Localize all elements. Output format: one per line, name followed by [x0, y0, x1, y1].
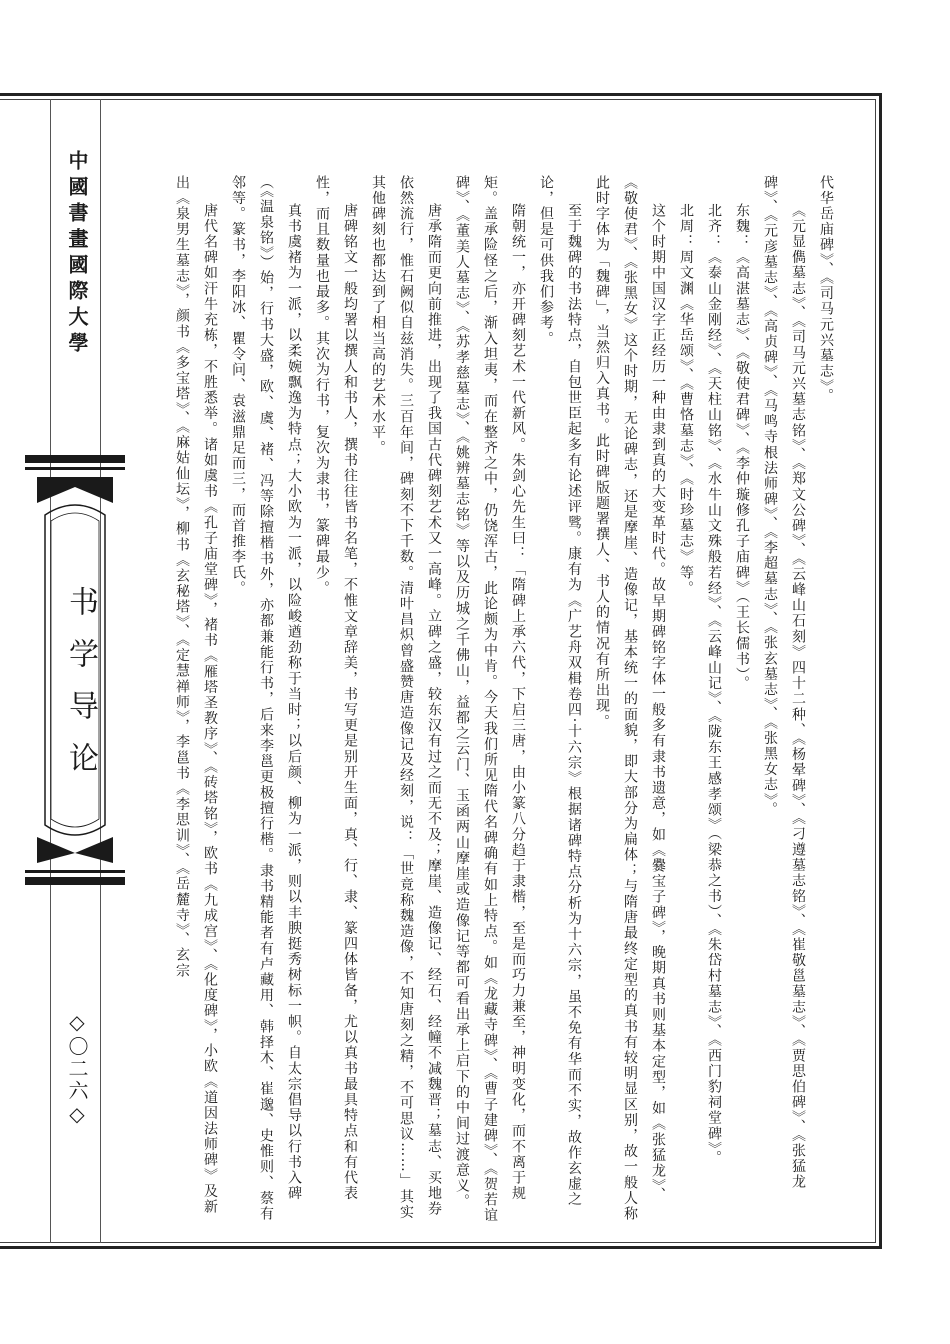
- paragraph: 这个时期中国汉字正经历一种由隶到真的大变革时代。故早期碑铭字体一般多有隶书遗意，如《爨宝子碑》，晚期真书则基本定型，如《张猛龙》、《敬使君》、《张黑女》这个时期，无论碑志，还是摩崖、造像记，基本统一的面貌，即大部分为扁体；与隋唐最终定型的真书有较明显区别，故一般人称此时字体为「魏碑」，当然归入真书。此时碑版题署撰人、书人的情况有所出现。: [594, 175, 666, 1222]
- paragraph: 代华岳庙碑》、《司马元兴墓志》。: [818, 175, 834, 404]
- book-title: 书学导论: [63, 586, 98, 794]
- paragraph: 唐代名碑如汗牛充栋，不胜悉举。诸如虞书《孔子庙堂碑》，褚书《雁塔圣教序》、《砖塔铭》，欧书《九成宫》、《化度碑》，小欧《道因法师碑》及新出《泉男生墓志》，颜书《多宝塔》、《麻姑仙坛》，柳书《玄秘塔》、《定慧禅师》，李邕书《李思训》、《岳麓寺》、玄宗: [174, 175, 218, 1215]
- series-title: 中國書畫國際大學: [65, 150, 89, 358]
- paragraph: 唐碑铭文一般均署以撰人和书人，撰书往往皆书名笔，不惟文章辞美，书写更是别开生面，真、行、隶、篆四体皆备，尤以真书最具特点和有代表性，而且数量也最多。其次为行书，复次为隶书，篆碑最少。: [314, 175, 358, 1202]
- main-text-block: [140, 175, 840, 1225]
- paragraph: 唐承隋而更向前推进，出现了我国古代碑刻艺术又一高峰。立碑之盛，较东汉有过之而无不及；摩崖、造像记、经石、经幢不减魏晋；墓志、买地券依然流行，惟石阙似自兹消失。三百年间，碑刻不下千数。清叶昌炽曾盛赞唐造像记及经刻，说：「世竟称魏造像，不知唐刻之精，不可思议……」其实其他碑刻也都达到了相当高的艺术水平。: [370, 175, 442, 1221]
- paragraph: 至于魏碑的书法特点，自包世臣起多有论述评骘。康有为《广艺舟双楫卷四·十六宗》根据诸碑特点分析为十六宗，虽不免有华而不实，故作玄虚之论，但是可供我们参考。: [538, 175, 582, 1208]
- paragraph: 《元显儁墓志》、《司马元兴墓志铭》、《郑文公碑》、《云峰山石刻》四十二种、《杨晕碑》、《刁遵墓志铭》、《崔敬邕墓志》、《贾思伯碑》、《张猛龙碑》、《元彦墓志》、《高贞碑》、《马鸣寺根法师碑》、《李超墓志》、《张玄墓志》、《张黑女志》。: [762, 175, 806, 1190]
- paragraph: 隋朝统一，亦开碑刻艺术一代新风。朱剑心先生曰：「隋碑上承六代，下启三唐，由小篆八分趋于隶楷，至是而巧力兼至，神明变化，而不离于规矩。盖承险怪之后，渐入坦夷，而在整齐之中，仍饶浑古，此论颇为中肯。今天我们所见隋代名碑确有如上特点。如《龙藏寺碑》、《曹子建碑》、《贺若谊碑》、《董美人墓志》、《苏孝慈墓志》、《姚辨墓志铭》等以及历城之千佛山，益都之云门、玉函两山摩崖或造像记等都可看出承上启下的中间过渡意义。: [454, 175, 526, 1224]
- paragraph: 真书虞褚为一派，以柔婉飘逸为特点；大小欧为一派，以险峻遒劲称于当时；以后颜、柳为一派，则以丰腴挺秀树标一帜。自太宗倡导以行书入碑（《温泉铭》）始，行书大盛，欧、虞、褚、冯等除擅楷书外，亦都兼能行书，后来李邕更极擅行楷。隶书精能者有卢藏用、韩择木、崔邈、史惟则、蔡有邻等。篆书，李阳冰、瞿令问、袁滋鼎足而三，而首推李氏。: [230, 175, 302, 1222]
- paragraph: 北齐：《泰山金刚经》、《天柱山铭》、《水牛山文殊般若经》、《云峰山记》、《陇东王感孝颂》（梁恭之书）、《朱岱村墓志》、《西门豹祠堂碑》。: [706, 203, 722, 1166]
- paragraph: 北周：周文渊《华岳颂》、《曹恪墓志》、《时珍墓志》等。: [678, 203, 694, 597]
- page-number: ◇〇二六◇: [65, 1010, 89, 1128]
- paragraph: 东魏：《高湛墓志》、《敬使君碑》、《李仲璇修孔子庙碑》（王长儒书）。: [734, 203, 750, 692]
